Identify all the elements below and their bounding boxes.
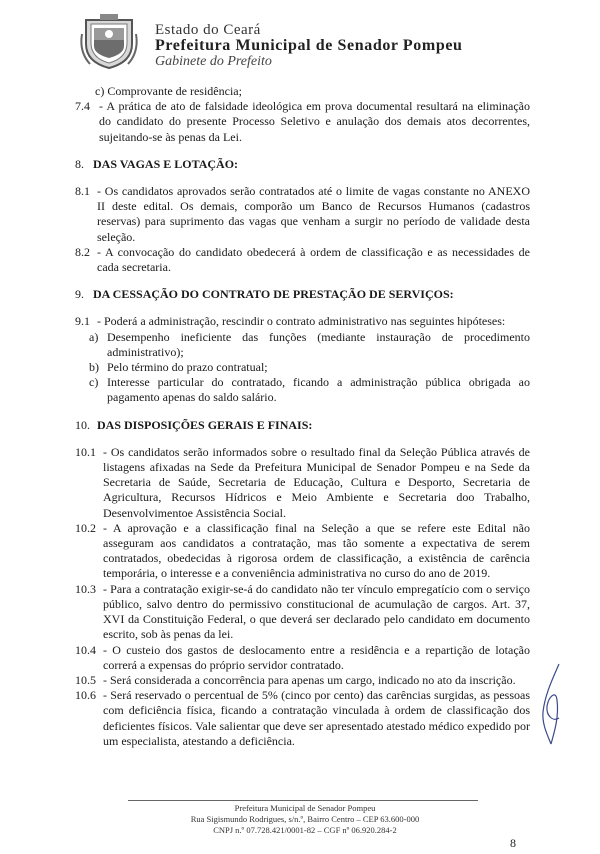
header-prefecture: Prefeitura Municipal de Senador Pompeu [155,37,463,54]
handwritten-initials-signature [537,660,567,750]
clause-8-1: 8.1 - Os candidatos aprovados serão contratados até o limite de vagas constante no ANEXO II deste edital. Os demais, comporão um Banco de Recursos Humanos (cadastros reservas) para suprimento das vagas que venham a surgir no período de validade desta seleção. [75,184,530,244]
list-item-9c: c) Interesse particular do contratado, ficando a administração pública obrigada ao pagamento apenas do saldo salário. [89,375,530,405]
clause-10-6: 10.6 - Será reservado o percentual de 5% (cinco por cento) das carências surgidas, as pessoas com deficiência física, ficando a contratação vinculada à ordem de classificação dos deficientes físicos. Vale salientar que deve ser apresentado atestado médico expedido por um especialista, atestando a deficiência. [75,688,530,748]
clause-10-4: 10.4 - O custeio dos gastos de deslocamento entre a residência e a repartição de lotação correrá a expensas do próprio servidor contratado. [75,642,530,672]
footer-line-1: Prefeitura Municipal de Senador Pompeu [234,803,376,813]
letterhead [80,10,540,72]
footer [130,803,480,836]
footer-line-2: Rua Sigismundo Rodrigues, s/n.º, Bairro Centro – CEP 63.600-000 [190,814,420,824]
clause-8-2: 8.2 - A convocação do candidato obedecerá à ordem de classificação e as necessidades de cada secretaria. [75,244,530,275]
clause-10-2: 10.2 - A aprovação e a classificação final na Seleção a que se refere este Edital não asseguram aos candidatos a contratação, mas tão somente a expectativa de serem contratados, obedecidas à rigorosa ordem de classificação, a existência de carência temporária, o interesse e a conveniência administrativa no curso do ano de 2019. [75,520,530,581]
list-item-9b: b) Pelo término do prazo contratual; [89,360,268,375]
footer-divider [128,800,478,801]
clause-7-4: 7.4 - A prática de ato de falsidade ideológica em prova documental resultará na eliminação do candidato do presente Processo Seletivo e anulação dos demais atos decorrentes, sujeitando-se às penas da Lei. [75,99,530,144]
list-item-7c: c) Comprovante de residência; [95,84,242,98]
section-8-heading: 8. DAS VAGAS E LOTAÇÃO: [75,156,239,171]
municipal-crest-icon [80,14,138,70]
page-number: 8 [510,836,516,850]
list-item-9a: a) Desempenho ineficiente das funções (mediante instauração de procedimento administrativo); [89,329,530,359]
header-office: Gabinete do Prefeito [155,54,272,69]
clause-10-3: 10.3 - Para a contratação exigir-se-á do candidato não ter vínculo empregatício com o serviço público, salvo dentro do permissivo constitucional de acumulação de cargos. Art. 37, XVI da Constituição Federal, o que deverá ser declarado pelo candidato em documento escrito, sob às penas da lei. [75,581,530,642]
clause-10-1: 10.1 - Os candidatos serão informados sobre o resultado final da Seleção Pública através de listagens afixadas na Sede da Prefeitura Municipal de Senador Pompeu e na Sede da Secretaria de Saúde, Secretaria de Educação, Cultura e Desporto, Secretaria de Agricultura, Recursos Hídricos e Meio Ambiente e Secretaria doo Trabalho, Desenvolvimentoe Assistência Social. [75,444,530,520]
document-body [75,84,530,749]
section-9-heading: 9. DA CESSAÇÃO DO CONTRATO DE PRESTAÇÃO DE SERVIÇOS: [75,287,454,302]
clause-9-1: 9.1 - Poderá a administração, rescindir o contrato administrativo nas seguintes hipóteses: [75,314,506,329]
section-10-heading: 10. DAS DISPOSIÇÕES GERAIS E FINAIS: [75,417,313,432]
footer-line-3: CNPJ n.º 07.728.421/0001-82 – CGF nº 06.920.284-2 [213,825,397,835]
clause-10-5: 10.5 - Será considerada a concorrência para apenas um cargo, indicado no ato da inscrição. [75,672,516,687]
header-state: Estado do Ceará [155,22,261,38]
